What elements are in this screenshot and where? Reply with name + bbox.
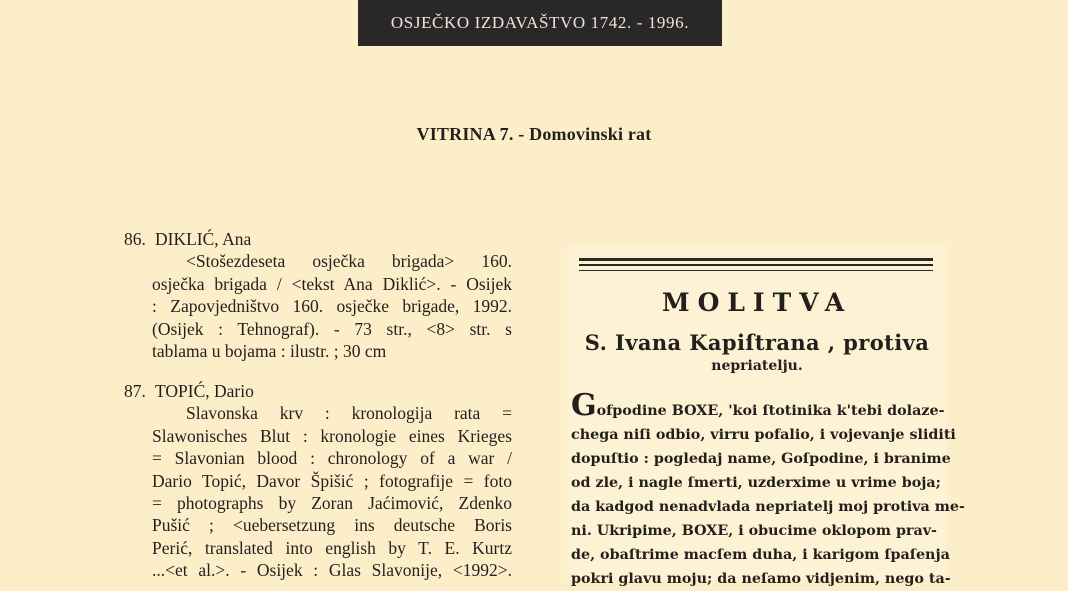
prayer-line-text: ofpodine BOXE, 'koi ſtotinika k'tebi dolaze- (596, 403, 945, 419)
prayer-line: da kadgod nenadvlada nepriatelj moj protiva me- (571, 499, 965, 515)
entry-line: Slawonisches Blut : kronologie eines Krieges (152, 425, 512, 446)
prayer-text (571, 388, 965, 591)
prayer-line: ni. Ukripime, BOXE, i obucime oklopom prav- (571, 523, 937, 539)
prayer-subtitle-line2: nepriatelju. (711, 358, 803, 374)
entry-line: tablama u bojama : ilustr. ; 30 cm (152, 341, 387, 362)
entry-line: Dario Topić, Davor Špišić ; fotografije = foto (152, 470, 512, 491)
entry-line: Perić, translated into english by T. E. Kurtz (152, 537, 512, 558)
prayer-line: od zle, i nagle ſmerti, uzderxime u vrime boja; (571, 475, 941, 491)
entry-line: (Osijek : Tehnograf). - 73 str., <8> str. s (152, 318, 512, 339)
entry-description (152, 402, 512, 581)
entry-line: Pušić ; <uebersetzung ins deutsche Boris (152, 515, 512, 536)
entry-author: DIKLIĆ, Ana (155, 229, 252, 249)
entry-number: 86. (124, 229, 146, 249)
catalog-entry-87 (124, 380, 512, 582)
entry-line: : Zapovjedništvo 160. osječke brigade, 1992. (152, 296, 512, 317)
catalog-entry-86 (124, 228, 512, 362)
prayer-document-image (567, 246, 965, 587)
entry-description (152, 250, 512, 362)
entry-line: = photographs by Zoran Jaćimović, Zdenko (152, 493, 512, 514)
entry-line: osječka brigada / <tekst Ana Diklić>. - Osijek (152, 273, 512, 294)
prayer-title: MOLITVA (661, 288, 853, 317)
prayer-line: pokri glavu moju; da neſamo vidjenim, nego ta- (571, 571, 951, 587)
entry-line: <Stošezdeseta osječka brigada> 160. (186, 251, 512, 272)
prayer-line: chega niſi odbio, virru pofalio, i vojevanje sliditi (571, 427, 956, 443)
page-heading: VITRINA 7. - Domovinski rat (416, 124, 652, 144)
top-rule (579, 258, 933, 261)
prayer-subtitle: S. Ivana Kapiſtrana , protiva (584, 330, 930, 355)
entry-line: ...<et al.>. - Osijek : Glas Slavonije, <1992>. (152, 560, 512, 581)
catalog-banner: OSJEČKO IZDAVAŠTVO 1742. - 1996. (358, 0, 722, 46)
prayer-line: dopuſtio : pogledaj name, Goſpodine, i branime (571, 451, 951, 467)
entry-author: TOPIĆ, Dario (155, 381, 254, 401)
prayer-line: de, obaſtrime macſem duha, i karigom ſpaſenja (571, 547, 950, 563)
top-rule (579, 264, 933, 266)
top-rule (579, 270, 933, 271)
drop-cap: G (571, 388, 597, 423)
entry-line: = Slavonian blood : chronology of a war / (152, 448, 512, 469)
entry-line: Slavonska krv : kronologija rata = (186, 403, 512, 424)
entry-number: 87. (124, 381, 146, 401)
prayer-line (571, 388, 945, 423)
